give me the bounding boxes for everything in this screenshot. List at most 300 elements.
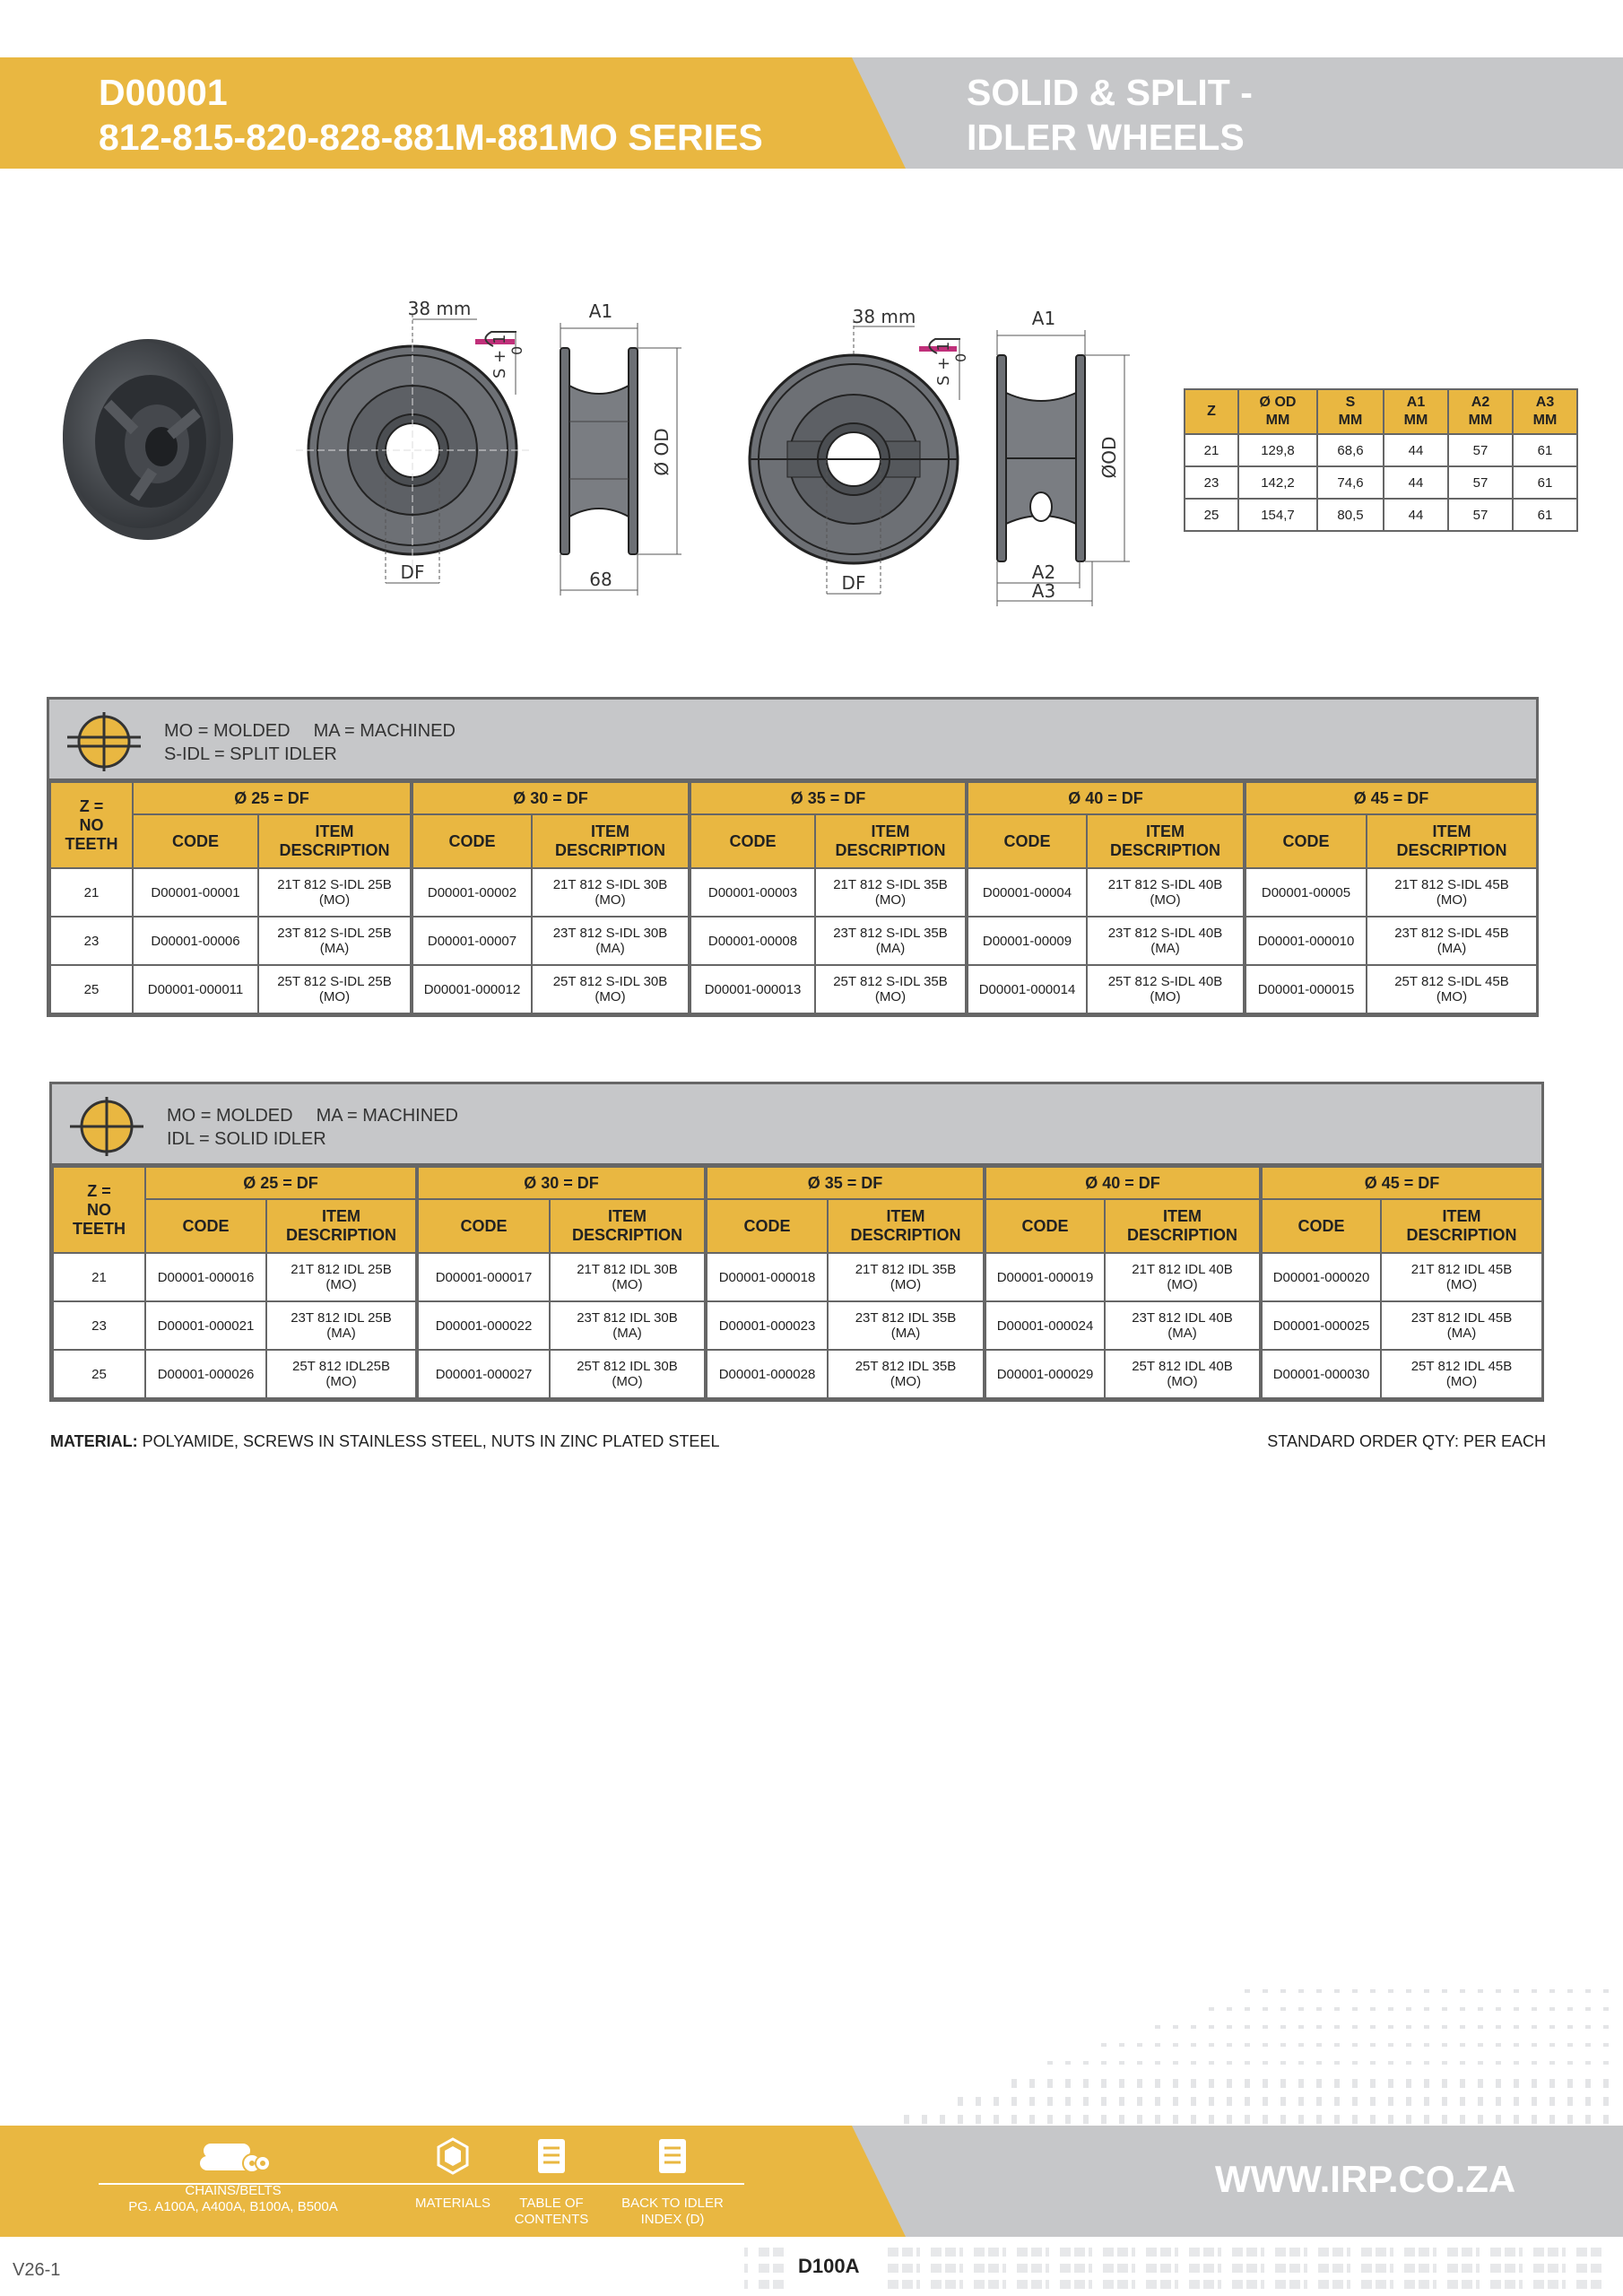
pattern-bar — [773, 2264, 784, 2273]
description-cell — [550, 1253, 706, 1301]
pattern-dot — [1424, 2079, 1429, 2088]
pattern-bar — [1591, 2264, 1601, 2273]
dim-68: 68 — [589, 569, 612, 590]
pattern-dot — [1532, 1989, 1537, 1993]
description-cell — [1381, 1301, 1542, 1350]
pattern-dot — [1406, 2097, 1411, 2106]
pattern-dot — [1280, 2025, 1286, 2029]
pattern-dot — [1209, 2115, 1214, 2124]
pattern-bar — [744, 2248, 748, 2257]
pattern-bar — [1189, 2248, 1200, 2257]
pattern-dot — [1029, 2097, 1035, 2106]
description-line: 25T 812 S-IDL 40B — [1107, 974, 1223, 989]
pattern-dot — [1585, 2097, 1591, 2106]
pattern-bar — [1275, 2264, 1286, 2273]
pattern-dot — [1191, 2025, 1196, 2029]
description-type: (MA) — [319, 941, 350, 956]
pattern-dot — [1406, 2007, 1411, 2011]
pattern-bar — [974, 2280, 985, 2289]
pattern-bar — [1519, 2280, 1523, 2289]
pattern-dot — [1101, 2079, 1107, 2088]
description-type: (MO) — [318, 892, 351, 908]
dim-cell: 57 — [1448, 466, 1513, 499]
pattern-bar — [1074, 2248, 1085, 2257]
nav-chains-pages: PG. A100A, A400A, B100A, B500A — [128, 2199, 338, 2214]
pattern-dot — [1370, 2025, 1376, 2029]
pattern-bar — [1332, 2248, 1343, 2257]
pattern-dot — [1496, 2061, 1501, 2065]
code-cell: D00001-000024 — [985, 1301, 1105, 1350]
pattern-dot — [1119, 2061, 1124, 2065]
description-cell — [1381, 1253, 1542, 1301]
description-cell — [258, 868, 412, 917]
pattern-dot — [1532, 2025, 1537, 2029]
pattern-dot — [1460, 2097, 1465, 2106]
pattern-bar — [931, 2264, 942, 2273]
pattern-dot — [1478, 2007, 1483, 2011]
nav-materials-label: MATERIALS — [415, 2196, 490, 2211]
pattern-bar — [773, 2248, 784, 2257]
pattern-dot — [1585, 2043, 1591, 2047]
header-title-line1: SOLID & SPLIT - — [967, 72, 1253, 113]
pattern-bar — [1562, 2264, 1566, 2273]
code-cell: D00001-00007 — [412, 917, 532, 965]
pattern-dot — [1478, 2025, 1483, 2029]
code-header: CODE — [145, 1199, 266, 1253]
dim-cell: 68,6 — [1317, 434, 1384, 466]
pattern-bar — [1505, 2248, 1515, 2257]
description-cell — [1105, 1253, 1261, 1301]
dim-38mm-b: 38 mm — [852, 306, 916, 327]
pattern-dot — [1585, 1989, 1591, 1993]
pattern-dot — [1478, 2115, 1483, 2124]
pattern-dot — [1047, 2115, 1053, 2124]
desc-header: ITEM DESCRIPTION — [1381, 1199, 1542, 1253]
description-type: (MO) — [890, 1277, 922, 1292]
pattern-bar — [1218, 2248, 1221, 2257]
pattern-dot — [1370, 2115, 1376, 2124]
code-header: CODE — [690, 814, 815, 868]
pattern-dot — [1173, 2025, 1178, 2029]
description-cell — [1087, 965, 1245, 1013]
pattern-dot — [1603, 2061, 1609, 2065]
code-cell: D00001-000025 — [1261, 1301, 1381, 1350]
pattern-dot — [1209, 2097, 1214, 2106]
pattern-dot — [1424, 2097, 1429, 2106]
pattern-bar — [1447, 2264, 1458, 2273]
pattern-dot — [1603, 1989, 1609, 1993]
pattern-dot — [1478, 2043, 1483, 2047]
pattern-dot — [1406, 2025, 1411, 2029]
pattern-dot — [1280, 2007, 1286, 2011]
pattern-dot — [1334, 2007, 1340, 2011]
description-line: 21T 812 S-IDL 45B — [1394, 877, 1509, 892]
code-cell: D00001-000030 — [1261, 1350, 1381, 1398]
pattern-dot — [1442, 2115, 1447, 2124]
description-cell — [815, 965, 967, 1013]
dim-df-b: DF — [841, 572, 866, 594]
pattern-bar — [1361, 2264, 1372, 2273]
pattern-dot — [1155, 2043, 1160, 2047]
description-cell — [815, 868, 967, 917]
solid-legend — [52, 1084, 1541, 1166]
solid-idler-table-box — [49, 1082, 1544, 1402]
pattern-bar — [1160, 2280, 1171, 2289]
pattern-bar — [1261, 2264, 1264, 2273]
pattern-dot — [1567, 2079, 1573, 2088]
pattern-dot — [1245, 2115, 1250, 2124]
description-type: (MO) — [1436, 892, 1468, 908]
dim-cell: 21 — [1185, 434, 1238, 466]
pattern-bar — [1218, 2280, 1221, 2289]
description-type: (MO) — [318, 989, 351, 1004]
description-line: 21T 812 S-IDL 30B — [552, 877, 668, 892]
pattern-dot — [1316, 2061, 1322, 2065]
pattern-dot — [1280, 2043, 1286, 2047]
pattern-dot — [1532, 2097, 1537, 2106]
description-line: 25T 812 IDL 35B — [855, 1359, 957, 1374]
pattern-bar — [1060, 2280, 1071, 2289]
pattern-dot — [1460, 2007, 1465, 2011]
pattern-dot — [1388, 2097, 1393, 2106]
description-type: (MA) — [875, 941, 906, 956]
description-line: 23T 812 IDL 35B — [855, 1310, 957, 1326]
pattern-dot — [1603, 2043, 1609, 2047]
pattern-dot — [1549, 2115, 1555, 2124]
pattern-bar — [744, 2264, 748, 2273]
nav-back-to-idler-index[interactable] — [610, 2136, 735, 2228]
pattern-dot — [1245, 2007, 1250, 2011]
dim-cell: 80,5 — [1317, 499, 1384, 531]
code-header: CODE — [412, 814, 532, 868]
pattern-bar — [1232, 2264, 1243, 2273]
pattern-dot — [958, 2097, 963, 2106]
decorative-dot-pattern — [897, 1982, 1623, 2126]
pattern-dot — [1388, 2043, 1393, 2047]
pattern-dot — [1370, 2079, 1376, 2088]
pattern-dot — [1567, 1989, 1573, 1993]
pattern-bar — [1462, 2264, 1472, 2273]
pattern-dot — [1514, 2007, 1519, 2011]
description-line: 23T 812 IDL 30B — [577, 1310, 678, 1326]
description-type: (MO) — [595, 989, 626, 1004]
pattern-dot — [1352, 2097, 1358, 2106]
description-line: 25T 812 IDL25B — [292, 1359, 390, 1374]
pattern-dot — [1298, 2007, 1304, 2011]
description-line: 21T 812 IDL 35B — [855, 1262, 957, 1277]
description-line: 23T 812 IDL 45B — [1410, 1310, 1513, 1326]
pattern-dot — [1209, 2043, 1214, 2047]
pattern-bar — [1002, 2264, 1006, 2273]
pattern-bar — [1103, 2248, 1114, 2257]
group-header-40: Ø 40 = DF — [985, 1167, 1261, 1199]
pattern-dot — [1280, 1989, 1286, 1993]
split-idler-table-box — [47, 697, 1539, 1017]
dim-header-z: Z — [1185, 389, 1238, 434]
pattern-bar — [1289, 2248, 1300, 2257]
dimension-table-header — [1185, 389, 1577, 434]
pattern-dot — [1280, 2079, 1286, 2088]
code-cell: D00001-000020 — [1261, 1253, 1381, 1301]
pattern-dot — [976, 2097, 981, 2106]
pattern-dot — [1011, 2115, 1017, 2124]
pattern-bar — [1189, 2280, 1200, 2289]
dim-a2: A2 — [1031, 561, 1056, 583]
description-line: 23T 812 IDL 25B — [291, 1310, 392, 1326]
website-link[interactable]: WWW.IRP.CO.ZA — [1215, 2158, 1516, 2200]
pattern-dot — [1424, 2115, 1429, 2124]
pattern-dot — [1227, 2007, 1232, 2011]
pattern-dot — [1334, 2025, 1340, 2029]
pattern-dot — [1532, 2043, 1537, 2047]
pattern-dot — [1011, 2079, 1017, 2088]
pattern-dot — [1263, 2043, 1268, 2047]
pattern-bar — [1160, 2248, 1171, 2257]
standard-order-qty: STANDARD ORDER QTY: PER EACH — [1267, 1432, 1546, 1450]
description-type: (MO) — [1150, 989, 1181, 1004]
pattern-bar — [1117, 2280, 1128, 2289]
pattern-dot — [1603, 2097, 1609, 2106]
crosshair-icon — [64, 710, 144, 773]
pattern-dot — [1298, 2043, 1304, 2047]
pattern-dot — [1263, 2061, 1268, 2065]
description-type: (MA) — [890, 1326, 921, 1341]
description-type: (MA) — [326, 1326, 356, 1341]
pattern-dot — [1388, 1989, 1393, 1993]
pattern-bar — [1562, 2248, 1566, 2257]
pattern-dot — [1424, 1989, 1429, 1993]
pattern-bar — [1261, 2248, 1264, 2257]
pattern-dot — [1406, 2061, 1411, 2065]
pattern-dot — [1567, 2007, 1573, 2011]
pattern-dot — [1316, 2097, 1322, 2106]
description-cell — [550, 1301, 706, 1350]
pattern-bar — [1060, 2264, 1071, 2273]
code-header: CODE — [1245, 814, 1367, 868]
code-cell: D00001-00004 — [967, 868, 1087, 917]
table-row — [53, 1301, 1542, 1350]
pattern-bar — [959, 2264, 963, 2273]
dim-cell: 129,8 — [1238, 434, 1317, 466]
pattern-bar — [1304, 2248, 1307, 2257]
legend-molded: MO = MOLDED — [167, 1106, 293, 1126]
pattern-bar — [1275, 2280, 1286, 2289]
pattern-dot — [1388, 2025, 1393, 2029]
pattern-dot — [1370, 2061, 1376, 2065]
description-type: (MO) — [890, 1374, 922, 1389]
pattern-bar — [974, 2248, 985, 2257]
pattern-dot — [1334, 2115, 1340, 2124]
pattern-dot — [1316, 1989, 1322, 1993]
dim-df-a: DF — [400, 561, 425, 583]
pattern-bar — [759, 2264, 769, 2273]
teeth-cell: 21 — [50, 868, 133, 917]
pattern-bar — [1289, 2264, 1300, 2273]
pattern-dot — [1549, 2079, 1555, 2088]
pattern-dot — [1585, 2079, 1591, 2088]
pattern-dot — [1263, 2115, 1268, 2124]
pattern-bar — [1419, 2280, 1429, 2289]
pattern-dot — [1191, 2043, 1196, 2047]
code-cell: D00001-00003 — [690, 868, 815, 917]
pattern-dot — [1370, 2007, 1376, 2011]
pattern-dot — [1352, 2115, 1358, 2124]
description-type: (MA) — [595, 941, 625, 956]
group-header-30: Ø 30 = DF — [417, 1167, 706, 1199]
pattern-dot — [1155, 2079, 1160, 2088]
code-cell: D00001-00001 — [133, 868, 258, 917]
teeth-header: Z = NO TEETH — [50, 782, 133, 868]
table-row — [1185, 466, 1577, 499]
pattern-bar — [945, 2264, 956, 2273]
pattern-dot — [1585, 2061, 1591, 2065]
table-row — [1185, 434, 1577, 466]
pattern-bar — [1132, 2264, 1135, 2273]
pattern-dot — [1155, 2061, 1160, 2065]
pattern-bar — [959, 2248, 963, 2257]
description-line: 23T 812 S-IDL 45B — [1394, 926, 1509, 941]
description-cell — [828, 1301, 985, 1350]
table-row — [53, 1253, 1542, 1301]
pattern-dot — [1065, 2079, 1071, 2088]
pattern-dot — [1029, 2115, 1035, 2124]
pattern-dot — [1101, 2043, 1107, 2047]
dim-cell: 44 — [1384, 434, 1448, 466]
pattern-bar — [916, 2264, 920, 2273]
pattern-dot — [1460, 1989, 1465, 1993]
nav-table-of-contents[interactable] — [507, 2136, 596, 2228]
table-row — [50, 965, 1537, 1013]
code-header: CODE — [1261, 1199, 1381, 1253]
pattern-dot — [1424, 2061, 1429, 2065]
pattern-dot — [1029, 2079, 1035, 2088]
description-type: (MA) — [1167, 1326, 1197, 1341]
pattern-bar — [1404, 2248, 1415, 2257]
nav-chains-belts[interactable] — [99, 2136, 368, 2215]
pattern-dot — [1442, 2025, 1447, 2029]
pattern-bar — [1203, 2248, 1214, 2257]
pattern-bar — [1548, 2248, 1558, 2257]
pattern-dot — [1496, 2043, 1501, 2047]
pattern-dot — [994, 2115, 999, 2124]
pattern-bar — [1246, 2248, 1257, 2257]
description-line: 21T 812 S-IDL 35B — [833, 877, 948, 892]
pattern-bar — [1318, 2248, 1329, 2257]
desc-header: ITEM DESCRIPTION — [1087, 814, 1245, 868]
desc-header: ITEM DESCRIPTION — [550, 1199, 706, 1253]
dim-a1-a: A1 — [588, 300, 613, 322]
pattern-bar — [1318, 2280, 1329, 2289]
dim-od-b: ØOD — [1098, 436, 1120, 479]
pattern-dot — [1298, 2115, 1304, 2124]
pattern-bar — [1576, 2264, 1587, 2273]
pattern-dot — [1280, 2115, 1286, 2124]
pattern-dot — [1227, 2097, 1232, 2106]
pattern-dot — [1388, 2007, 1393, 2011]
description-line: 25T 812 IDL 40B — [1132, 1359, 1233, 1374]
pattern-dot — [958, 2115, 963, 2124]
code-cell: D00001-00006 — [133, 917, 258, 965]
wheel-3d-image — [63, 339, 233, 540]
pattern-dot — [1155, 2025, 1160, 2029]
pattern-bar — [1390, 2248, 1393, 2257]
description-cell — [1367, 917, 1537, 965]
pattern-dot — [1514, 1989, 1519, 1993]
dim-header-s: S MM — [1317, 389, 1384, 434]
description-line: 23T 812 S-IDL 40B — [1107, 926, 1223, 941]
pattern-dot — [1263, 2025, 1268, 2029]
pattern-bar — [916, 2248, 920, 2257]
pattern-bar — [931, 2280, 942, 2289]
pattern-bar — [1046, 2248, 1049, 2257]
description-cell — [815, 917, 967, 965]
pattern-bar — [959, 2280, 963, 2289]
pattern-bar — [1505, 2264, 1515, 2273]
code-cell: D00001-000029 — [985, 1350, 1105, 1398]
pattern-bar — [1261, 2280, 1264, 2289]
pattern-bar — [1175, 2248, 1178, 2257]
pattern-bar — [1376, 2280, 1386, 2289]
pattern-bar — [1533, 2280, 1544, 2289]
description-type: (MA) — [1436, 941, 1467, 956]
page-header — [0, 57, 1623, 169]
group-header-30: Ø 30 = DF — [412, 782, 690, 814]
pattern-dot — [1263, 2007, 1268, 2011]
pattern-dot — [1496, 2115, 1501, 2124]
legend-split-idler: S-IDL = SPLIT IDLER — [164, 744, 337, 764]
pattern-dot — [1047, 2061, 1053, 2065]
pattern-dot — [1567, 2115, 1573, 2124]
pattern-dot — [904, 2115, 909, 2124]
dim-cell: 25 — [1185, 499, 1238, 531]
pattern-bar — [888, 2248, 898, 2257]
group-header-35: Ø 35 = DF — [706, 1167, 985, 1199]
pattern-dot — [1370, 2043, 1376, 2047]
pattern-bar — [1591, 2280, 1601, 2289]
pattern-dot — [1585, 2025, 1591, 2029]
code-cell: D00001-000014 — [967, 965, 1087, 1013]
pattern-dot — [1227, 2061, 1232, 2065]
pattern-dot — [1173, 2115, 1178, 2124]
pattern-bar — [931, 2248, 942, 2257]
group-header-25: Ø 25 = DF — [133, 782, 412, 814]
dim-cell: 23 — [1185, 466, 1238, 499]
description-type: (MO) — [1445, 1277, 1478, 1292]
pattern-dot — [1514, 2043, 1519, 2047]
pattern-bar — [1404, 2264, 1415, 2273]
pattern-dot — [1514, 2061, 1519, 2065]
description-type: (MA) — [612, 1326, 642, 1341]
split-table-body — [50, 868, 1537, 1013]
code-cell: D00001-00009 — [967, 917, 1087, 965]
pattern-dot — [1065, 2061, 1071, 2065]
pattern-dot — [1514, 2097, 1519, 2106]
nav-materials[interactable] — [408, 2136, 498, 2212]
pattern-dot — [1406, 1989, 1411, 1993]
desc-header: ITEM DESCRIPTION — [815, 814, 967, 868]
pattern-dot — [1173, 2097, 1178, 2106]
dim-cell: 57 — [1448, 434, 1513, 466]
pattern-dot — [1298, 2079, 1304, 2088]
code-cell: D00001-00008 — [690, 917, 815, 965]
pattern-dot — [1585, 2007, 1591, 2011]
pattern-dot — [1245, 2061, 1250, 2065]
pattern-dot — [1406, 2079, 1411, 2088]
pattern-dot — [1352, 2079, 1358, 2088]
page-code: D100A — [798, 2255, 860, 2277]
pattern-dot — [1047, 2079, 1053, 2088]
code-header: CODE — [706, 1199, 828, 1253]
